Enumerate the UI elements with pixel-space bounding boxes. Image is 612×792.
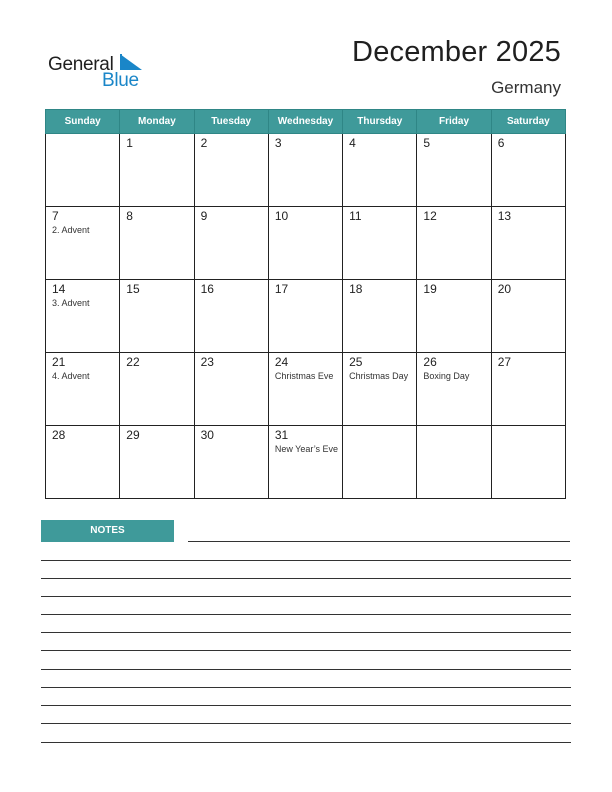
notes-line: [41, 632, 571, 633]
day-cell: [194, 353, 268, 426]
day-number: 7: [52, 209, 59, 223]
week-row: [46, 207, 566, 280]
day-cell: [491, 426, 565, 499]
day-cell: [491, 134, 565, 207]
logo-text-blue: Blue: [102, 70, 139, 91]
notes-line: [41, 669, 571, 670]
weekday-header: Monday: [120, 110, 194, 134]
day-number: 20: [497, 282, 512, 296]
day-number: 23: [200, 355, 214, 369]
day-number: 29: [126, 428, 140, 442]
day-number: 25: [349, 355, 363, 369]
day-number: 18: [349, 282, 363, 296]
weekday-header: Sunday: [46, 110, 120, 134]
day-cell: [46, 426, 120, 499]
day-cell: [194, 207, 268, 280]
day-cell: [120, 426, 194, 499]
day-cell: [120, 280, 194, 353]
day-cell: [343, 280, 417, 353]
day-cell: [491, 353, 565, 426]
day-cell: [417, 426, 491, 499]
logo-text-general: General: [48, 54, 114, 75]
day-cell: [46, 134, 120, 207]
day-number: 10: [274, 209, 289, 223]
weekday-header: Wednesday: [268, 110, 342, 134]
day-cell: [194, 134, 268, 207]
day-number: 4: [349, 136, 356, 150]
day-number: 9: [200, 209, 208, 223]
day-cell: [120, 134, 194, 207]
day-cell: [343, 207, 417, 280]
weekday-header: Tuesday: [194, 110, 268, 134]
week-row: [46, 280, 566, 353]
week-row: [46, 426, 566, 499]
day-cell: [194, 280, 268, 353]
day-number: 2: [200, 136, 208, 150]
holiday-label: Christmas Day: [349, 371, 409, 381]
day-cell: [120, 353, 194, 426]
country-label: Germany: [491, 78, 561, 97]
weekday-header-row: [46, 110, 566, 134]
holiday-label: 3. Advent: [52, 298, 90, 308]
notes-label: NOTES: [41, 520, 174, 542]
day-number: 14: [52, 282, 66, 296]
calendar-grid: [45, 109, 566, 499]
day-cell: [417, 280, 491, 353]
day-number: 26: [423, 355, 437, 369]
day-number: 30: [200, 428, 214, 442]
day-cell: [46, 207, 120, 280]
day-number: 31: [274, 428, 289, 442]
notes-line: [41, 723, 571, 724]
day-number: 1: [126, 136, 133, 150]
day-cell: [268, 353, 342, 426]
day-number: 11: [349, 209, 362, 223]
holiday-label: Boxing Day: [423, 371, 470, 381]
week-row: [46, 134, 566, 207]
day-cell: [491, 280, 565, 353]
day-cell: [343, 426, 417, 499]
day-number: 24: [274, 355, 289, 369]
week-row: [46, 353, 566, 426]
day-cell: [46, 353, 120, 426]
weekday-header: Friday: [417, 110, 491, 134]
day-cell: [343, 134, 417, 207]
holiday-label: 4. Advent: [52, 371, 90, 381]
day-number: 27: [497, 355, 512, 369]
day-cell: [491, 207, 565, 280]
day-number: 19: [423, 282, 437, 296]
holiday-label: 2. Advent: [52, 225, 90, 235]
day-cell: [417, 207, 491, 280]
day-cell: [417, 353, 491, 426]
notes-line: [41, 614, 571, 615]
day-number: 12: [423, 209, 437, 223]
weekday-header: Thursday: [343, 110, 417, 134]
day-number: 13: [497, 209, 512, 223]
holiday-label: Christmas Eve: [274, 371, 334, 381]
notes-line: [41, 705, 571, 706]
notes-line: [41, 596, 571, 597]
day-number: 3: [274, 136, 282, 150]
day-number: 28: [52, 428, 66, 442]
page-title: December 2025: [352, 36, 561, 68]
day-cell: [46, 280, 120, 353]
notes-line: [41, 742, 571, 743]
day-cell: [268, 134, 342, 207]
notes-line: [41, 687, 571, 688]
day-number: 8: [126, 209, 133, 223]
day-cell: [268, 426, 342, 499]
day-number: 5: [423, 136, 431, 150]
day-cell: [268, 207, 342, 280]
day-number: 16: [200, 282, 214, 296]
day-cell: [417, 134, 491, 207]
holiday-label: New Year’s Eve: [274, 444, 339, 454]
generalblue-logo: [48, 52, 158, 92]
day-number: 15: [126, 282, 140, 296]
notes-line: [41, 650, 571, 651]
day-number: 21: [52, 355, 66, 369]
weekday-header: Saturday: [491, 110, 565, 134]
day-cell: [268, 280, 342, 353]
day-number: 17: [274, 282, 289, 296]
notes-line: [188, 541, 570, 542]
day-number: 6: [497, 136, 505, 150]
notes-line: [41, 560, 571, 561]
day-cell: [343, 353, 417, 426]
notes-line: [41, 578, 571, 579]
day-cell: [194, 426, 268, 499]
day-number: 22: [126, 355, 140, 369]
day-cell: [120, 207, 194, 280]
